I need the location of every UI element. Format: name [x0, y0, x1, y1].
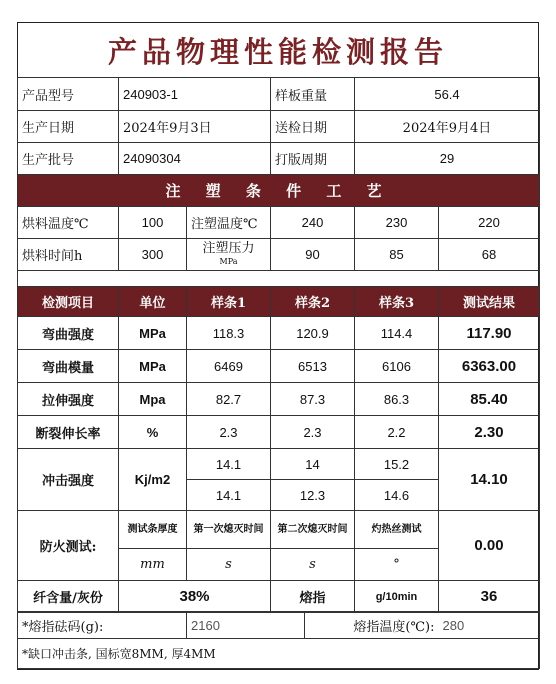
process-table [17, 174, 540, 287]
send-date-label: 送检日期 [271, 111, 355, 143]
inj-temp-label: 注塑温度℃ [187, 207, 271, 239]
test-item: 断裂伸长率 [18, 416, 119, 449]
test-sample-3: 6106 [355, 350, 439, 383]
weight-label: 样板重量 [271, 78, 355, 111]
impact-item: 冲击强度 [18, 449, 119, 511]
test-result: 6363.00 [439, 350, 540, 383]
impact-row1-sample-3: 15.2 [355, 449, 439, 480]
process-header: 注 塑 条 件 工 艺 [18, 175, 540, 207]
fire-wire-unit: ° [355, 549, 439, 581]
header-unit: 单位 [119, 287, 187, 317]
fire-first-label: 第一次熄灭时间 [187, 511, 271, 549]
batch-value: 24090304 [119, 143, 271, 175]
test-sample-3: 2.2 [355, 416, 439, 449]
fire-wire-label: 灼热丝测试 [355, 511, 439, 549]
test-sample-1: 6469 [187, 350, 271, 383]
weight-value: 56.4 [355, 78, 540, 111]
impact-unit: Kj/m2 [119, 449, 187, 511]
impact-result: 14.10 [439, 449, 540, 511]
test-unit: % [119, 416, 187, 449]
test-result: 85.40 [439, 383, 540, 416]
header-result: 测试结果 [439, 287, 540, 317]
inj-press-value-3: 68 [439, 239, 540, 271]
model-label: 产品型号 [18, 78, 119, 111]
cycle-label: 打版周期 [271, 143, 355, 175]
test-sample-2: 87.3 [271, 383, 355, 416]
test-unit: MPa [119, 350, 187, 383]
prod-date-value: 2024年9月3日 [119, 111, 271, 143]
test-unit: Mpa [119, 383, 187, 416]
test-sample-2: 120.9 [271, 317, 355, 350]
impact-row2-sample-2: 12.3 [271, 480, 355, 511]
melt-label: 熔指 [271, 581, 355, 613]
test-sample-3: 86.3 [355, 383, 439, 416]
fire-second-unit: s [271, 549, 355, 581]
impact-row2-sample-3: 14.6 [355, 480, 439, 511]
weight-row-label: *熔指砝码(g): [18, 612, 187, 639]
test-sample-2: 6513 [271, 350, 355, 383]
bake-time-label: 烘料时间h [18, 239, 119, 271]
inj-temp-value-2: 230 [355, 207, 439, 239]
impact-row1-sample-2: 14 [271, 449, 355, 480]
inj-press-value-2: 85 [355, 239, 439, 271]
inj-press-label-cell [187, 239, 271, 271]
bottom-table [17, 611, 540, 669]
test-sample-3: 114.4 [355, 317, 439, 350]
test-sample-1: 2.3 [187, 416, 271, 449]
impact-row2-sample-1: 14.1 [187, 480, 271, 511]
footnote: *缺口冲击条, 国标宽8MM, 厚4MM [18, 639, 540, 669]
test-item: 拉伸强度 [18, 383, 119, 416]
test-sample-1: 118.3 [187, 317, 271, 350]
header-item: 检测项目 [18, 287, 119, 317]
impact-row1-sample-1: 14.1 [187, 449, 271, 480]
spacer-row [18, 271, 540, 287]
test-unit: MPa [119, 317, 187, 350]
test-result: 2.30 [439, 416, 540, 449]
inj-temp-value-3: 220 [439, 207, 540, 239]
bake-temp-label: 烘料温度℃ [18, 207, 119, 239]
weight-row-value: 2160 [187, 612, 305, 639]
test-item: 弯曲模量 [18, 350, 119, 383]
model-value: 240903-1 [119, 78, 271, 111]
send-date-value: 2024年9月4日 [355, 111, 540, 143]
fiber-value: 38% [119, 581, 271, 613]
inj-press-value-1: 90 [271, 239, 355, 271]
inj-press-label: 注塑压力 [202, 240, 255, 256]
melt-temp-value: 280 [439, 612, 540, 639]
melt-unit: g/10min [355, 581, 439, 613]
prod-date-label: 生产日期 [18, 111, 119, 143]
header-sample-2: 样条2 [271, 287, 355, 317]
batch-label: 生产批号 [18, 143, 119, 175]
header-sample-1: 样条1 [187, 287, 271, 317]
fire-thickness-unit: mm [119, 549, 187, 581]
test-item: 弯曲强度 [18, 317, 119, 350]
fire-second-label: 第二次熄灭时间 [271, 511, 355, 549]
inj-temp-value-1: 240 [271, 207, 355, 239]
fire-first-unit: s [187, 549, 271, 581]
melt-temp-label: 熔指温度(℃): [305, 612, 439, 639]
info-table [17, 77, 540, 175]
bake-temp-value: 100 [119, 207, 187, 239]
test-result: 117.90 [439, 317, 540, 350]
melt-value: 36 [439, 581, 540, 613]
inj-press-unit: MPa [219, 256, 238, 266]
fire-thickness-label: 测试条厚度 [119, 511, 187, 549]
header-sample-3: 样条3 [355, 287, 439, 317]
test-table [17, 286, 540, 613]
report-title: 产品物理性能检测报告 [107, 35, 448, 69]
fire-item: 防火测试: [18, 511, 119, 581]
fire-result: 0.00 [439, 511, 540, 581]
test-sample-2: 2.3 [271, 416, 355, 449]
bake-time-value: 300 [119, 239, 187, 271]
test-sample-1: 82.7 [187, 383, 271, 416]
fiber-label: 纤含量/灰份 [18, 581, 119, 613]
cycle-value: 29 [355, 143, 540, 175]
